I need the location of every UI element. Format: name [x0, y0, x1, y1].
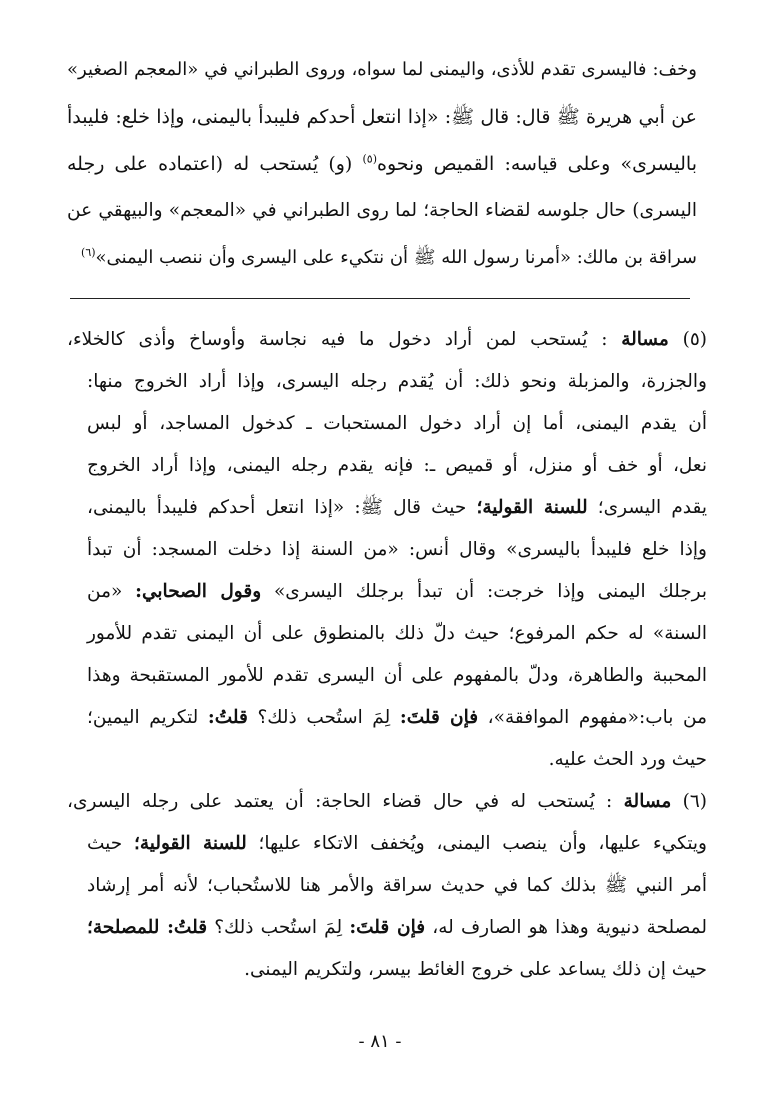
- page-number: - ٨١ -: [358, 1031, 402, 1052]
- footnote-6-line-5: حيث إن ذلك يساعد على خروج الغائط بيسر، ولتكريم اليمنى.: [244, 959, 707, 980]
- footnote-5-line-3: أن يقدم اليمنى، أما إن أراد دخول المستحبات ـ كدخول المساجد، أو لبس: [87, 413, 707, 434]
- footnote-5-line-5-part-a: يقدم اليسرى؛: [587, 497, 707, 518]
- main-line-5-part-a: سراقة بن مالك: «أمرنا رسول الله ﷺ أن نتكيء على اليسرى وأن ننصب اليمنى»: [95, 247, 697, 268]
- footnote-5-line-5-part-c: حيث قال ﷺ: «إذا انتعل أحدكم فليبدأ باليمنى،: [87, 497, 477, 518]
- footnote-6-label: مسالة: [623, 791, 672, 812]
- footnote-6-bold-qultu: قلتُ: للمصلحة؛: [87, 917, 208, 938]
- main-line-2: عن أبي هريرة ﷺ قال: قال ﷺ: «إذا انتعل أحدكم فليبدأ باليمنى، وإذا خلع: فليبدأ: [67, 106, 697, 128]
- footnote-ref-5[interactable]: (٥): [362, 152, 377, 166]
- footnote-5-bold-qultu: قلتُ:: [207, 707, 248, 728]
- footnote-5-line-2: والجزرة، والمزبلة ونحو ذلك: أن يُقدم رجله اليسرى، وإذا أراد الخروج منها:: [87, 371, 707, 392]
- main-line-1: وخف: فاليسرى تقدم للأذى، واليمنى لما سواه، وروى الطبراني في «المعجم الصغير»: [67, 59, 697, 80]
- footnote-6-line-3: أمر النبي ﷺ بذلك كما في حديث سراقة والأمر هنا للاستُحباب؛ لأنه أمر إرشاد: [87, 875, 707, 896]
- footnote-separator-rule: [70, 298, 690, 299]
- footnote-6-bold-sunna: للسنة القولية؛: [133, 833, 247, 854]
- footnote-5-line-4: نعل، أو خف أو منزل، أو قميص ـ: فإنه يقدم رجله اليمنى، وإذا أراد الخروج: [87, 455, 707, 476]
- main-line-3-part-b: (و) يُستحب له (اعتماده على رجله: [67, 153, 363, 175]
- footnote-5-line-7-part-c: «من: [87, 581, 136, 602]
- footnote-5-line-7: [87, 572, 707, 612]
- footnote-5-line-11: حيث ورد الحث عليه.: [548, 749, 707, 770]
- footnote-6-bold-in-qulta: فإن قلتَ:: [349, 917, 426, 938]
- footnote-6-line-4-part-c: لِمَ استُحب ذلك؟: [207, 917, 350, 938]
- footnote-6-line-2-part-c: حيث: [87, 833, 134, 854]
- footnote-5-line-1-text: : يُستحب لمن أراد دخول ما فيه نجاسة وأوساخ وأذى كالخلاء،: [67, 329, 608, 350]
- main-line-3: [67, 144, 697, 184]
- footnote-5-line-10-part-e: لتكريم اليمين؛: [87, 707, 208, 728]
- footnote-ref-6[interactable]: (٦): [81, 246, 96, 259]
- footnote-6-line-2-part-a: ويتكيء عليها، وأن ينصب اليمنى، ويُخفف الاتكاء عليها؛: [246, 833, 707, 854]
- footnote-5-number: (٥): [682, 329, 707, 350]
- footnote-5-bold-in-qulta: فإن قلتَ:: [399, 707, 479, 728]
- footnote-5-line-7-part-a: برجلك اليمنى وإذا خرجت: أن تبدأ برجلك اليسرى»: [261, 581, 707, 602]
- footnote-5-line-10-part-c: لِمَ استُحب ذلك؟: [247, 707, 400, 728]
- footnote-6-number: (٦): [682, 791, 707, 812]
- footnote-5-line-5: [87, 488, 707, 528]
- footnote-5-line-9: المحببة والطاهرة، ودلّ بالمفهوم على أن اليسرى تقدم للأمور المستقبحة وهذا: [87, 665, 707, 686]
- footnote-6-line-2: [87, 824, 707, 864]
- footnote-5-bold-sunna: للسنة القولية؛: [476, 497, 588, 518]
- footnote-6-line-1-text: : يُستحب له في حال قضاء الحاجة: أن يعتمد على رجله اليسرى،: [67, 791, 613, 812]
- footnote-5-bold-sahabi: وقول الصحابي:: [135, 581, 262, 602]
- footnote-5-line-10: [87, 698, 707, 738]
- footnote-6-line-4-part-a: لمصلحة دنيوية وهذا هو الصارف له،: [425, 917, 707, 938]
- main-line-4: اليسرى) حال جلوسه لقضاء الحاجة؛ لما روى الطبراني في «المعجم» والبيهقي عن: [67, 200, 697, 221]
- main-line-5: [67, 238, 697, 278]
- footnote-5-line-6: وإذا خلع فليبدأ باليسرى» وقال أنس: «من السنة إذا دخلت المسجد: أن تبدأ: [87, 539, 707, 560]
- footnote-6-line-4: [87, 908, 707, 948]
- footnote-5-line-10-part-a: من باب:«مفهوم الموافقة»،: [478, 707, 708, 728]
- footnote-5-line-8: السنة» له حكم المرفوع؛ حيث دلّ ذلك بالمنطوق على أن اليمنى تقدم للأمور: [87, 623, 707, 644]
- footnote-5-label: مسالة: [621, 329, 669, 350]
- footnote-5-line-1: [67, 320, 707, 360]
- main-line-3-part-a: باليسرى» وعلى قياسه: القميص ونحوه: [377, 153, 697, 175]
- footnote-6-line-1: [67, 782, 707, 822]
